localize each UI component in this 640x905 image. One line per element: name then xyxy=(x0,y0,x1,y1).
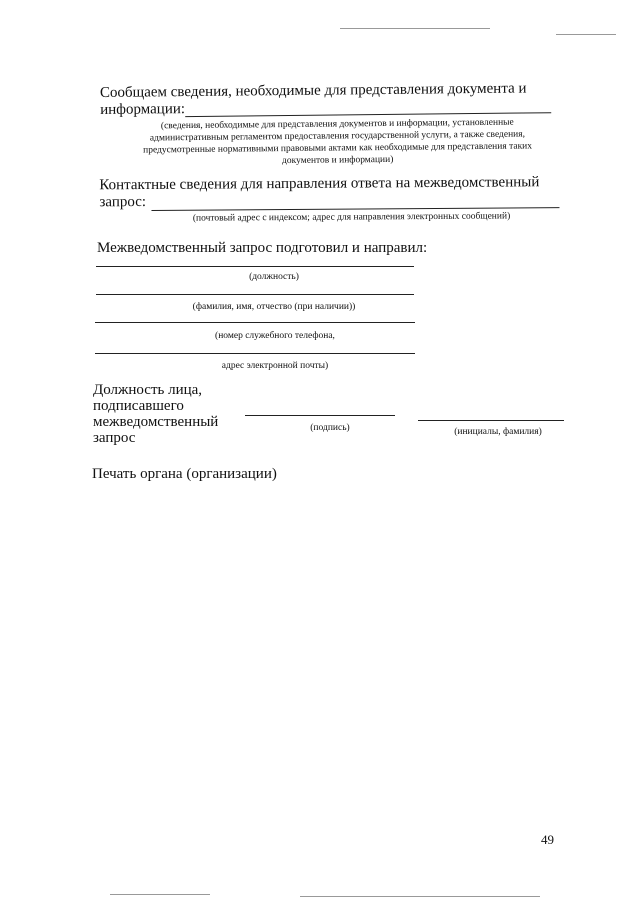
note-line: предусмотренные нормативными правовыми актами как необходимые для представления таких xyxy=(143,141,533,156)
contact-line-1: Контактные сведения для направления ответа на межведомственный xyxy=(99,174,540,194)
signature-line xyxy=(245,415,395,416)
signatory-label-line: запрос xyxy=(93,430,136,446)
bottom-scan-artifact xyxy=(110,894,210,895)
signatory-label-line: межведомственный xyxy=(93,414,219,430)
bottom-scan-artifact xyxy=(300,896,540,897)
email-caption: адрес электронной почты) xyxy=(221,361,329,371)
info-request-note xyxy=(97,116,577,169)
contact-note: (почтовый адрес с индексом; адрес для направления электронных сообщений) xyxy=(192,211,511,224)
signatory-label-line: Должность лица, xyxy=(93,382,203,398)
prepared-by-heading: Межведомственный запрос подготовил и направил: xyxy=(97,240,428,256)
info-request-line-1: Сообщаем сведения, необходимые для представления документа и xyxy=(99,80,527,101)
info-request-line-2: информации: xyxy=(100,101,186,118)
signature-caption: (подпись) xyxy=(310,423,350,433)
top-scan-artifact xyxy=(340,28,490,29)
fullname-field-line xyxy=(96,294,414,295)
top-scan-artifact xyxy=(556,34,616,35)
signatory-label-line: подписавшего xyxy=(93,398,184,414)
position-caption: (должность) xyxy=(249,272,299,282)
note-line: административным регламентом предоставления государственной услуги, а также сведения, xyxy=(149,129,526,144)
phone-caption: (номер служебного телефона, xyxy=(215,331,335,341)
contact-line-2: запрос: xyxy=(99,193,147,211)
note-line: (сведения, необходимые для представления документов и информации, установленные xyxy=(160,117,514,132)
phone-field-line xyxy=(95,322,415,323)
fullname-caption: (фамилия, имя, отчество (при наличии)) xyxy=(192,302,356,312)
initials-line xyxy=(418,420,564,421)
email-field-line xyxy=(95,353,415,354)
position-field-line xyxy=(96,266,414,267)
signatory-position-label xyxy=(93,382,218,446)
page-number: 49 xyxy=(541,832,554,847)
initials-caption: (инициалы, фамилия) xyxy=(454,427,542,437)
stamp-label: Печать органа (организации) xyxy=(92,466,277,482)
note-line: документов и информации) xyxy=(281,154,394,167)
